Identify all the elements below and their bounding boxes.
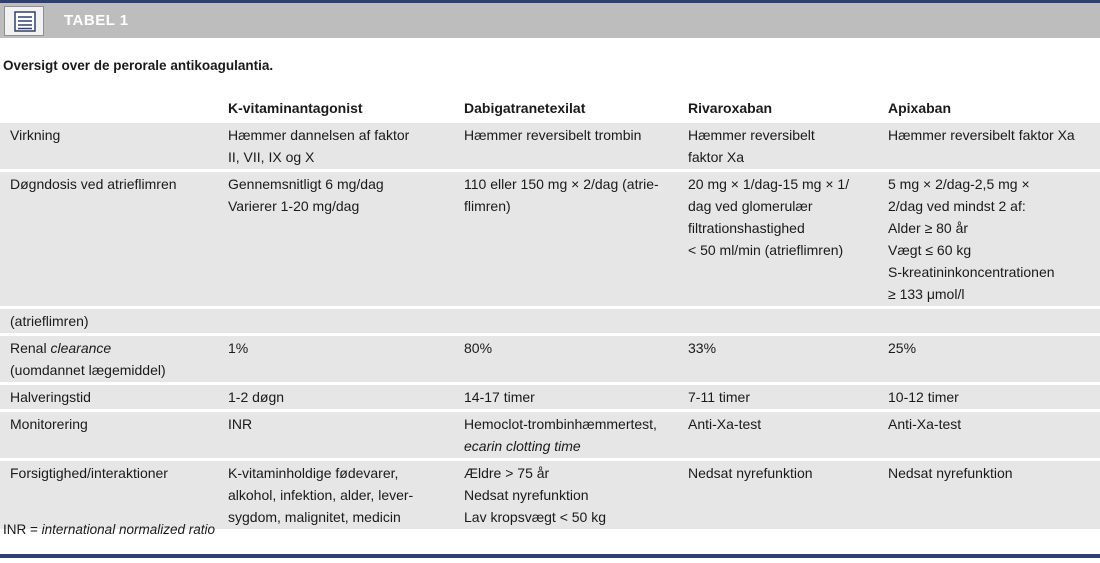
table-cell <box>228 309 464 333</box>
table-cell: INR <box>228 412 464 458</box>
column-header: K-vitaminantagonist <box>228 100 363 116</box>
footnote <box>3 522 215 537</box>
table-cell <box>888 309 1100 333</box>
row-label: Forsigtighed/interaktioner <box>0 461 228 529</box>
table-document-icon <box>4 6 44 36</box>
table-cell: Ældre > 75 år Nedsat nyrefunktion Lav kropsvægt < 50 kg <box>464 461 688 529</box>
table-cell: Nedsat nyrefunktion <box>688 461 888 529</box>
table-cell: 10-12 timer <box>888 385 1100 409</box>
anticoagulant-table <box>0 96 1100 529</box>
table-cell: 1-2 døgn <box>228 385 464 409</box>
table-cell: Hemoclot-trombinhæmmertest, ecarin clotting time <box>464 412 688 458</box>
table-row <box>0 461 1100 529</box>
table-cell: Hæmmer reversibelt faktor Xa <box>888 123 1100 169</box>
table-cell: Gennemsnitligt 6 mg/dag Varierer 1-20 mg/dag <box>228 172 464 306</box>
row-label: Døgndosis ved atrieflimren <box>0 172 228 306</box>
table-cell: 14-17 timer <box>464 385 688 409</box>
row-label: Virkning <box>0 123 228 169</box>
column-header: Rivaroxaban <box>688 100 773 116</box>
table-cell: Hæmmer reversibelt faktor Xa <box>688 123 888 169</box>
table-row <box>0 412 1100 458</box>
table-cell: Hæmmer reversibelt trombin <box>464 123 688 169</box>
table-cell: 80% <box>464 336 688 382</box>
table-cell: 20 mg × 1/dag-15 mg × 1/ dag ved glomerulær filtrationshastighed < 50 ml/min (atrieflimren) <box>688 172 888 306</box>
table-cell: 25% <box>888 336 1100 382</box>
table-row <box>0 123 1100 169</box>
table-header-row <box>0 96 1100 120</box>
table-cell: Hæmmer dannelsen af faktor II, VII, IX og X <box>228 123 464 169</box>
row-label: (atrieflimren) <box>0 309 228 333</box>
table-cell: Nedsat nyrefunktion <box>888 461 1100 529</box>
table-cell <box>688 309 888 333</box>
bottom-rule <box>0 554 1100 558</box>
table-cell <box>464 309 688 333</box>
table-row <box>0 385 1100 409</box>
table-row <box>0 336 1100 382</box>
table-row <box>0 309 1100 333</box>
row-label: Monitorering <box>0 412 228 458</box>
table-cell: 7-11 timer <box>688 385 888 409</box>
table-caption: Oversigt over de perorale antikoagulantia. <box>3 58 274 73</box>
table-cell: 110 eller 150 mg × 2/dag (atrie- flimren) <box>464 172 688 306</box>
table-cell: 5 mg × 2/dag-2,5 mg × 2/dag ved mindst 2 af: Alder ≥ 80 år Vægt ≤ 60 kg S-kreatininkoncentrationen ≥ 133 μmol/l <box>888 172 1100 306</box>
footnote-abbreviation: INR = <box>3 522 42 537</box>
table-header-bar <box>0 0 1100 38</box>
table-cell: Anti-Xa-test <box>888 412 1100 458</box>
table-cell: K-vitaminholdige fødevarer, alkohol, infektion, alder, lever- sygdom, malignitet, medicin <box>228 461 464 529</box>
row-label: Halveringstid <box>0 385 228 409</box>
table-title: TABEL 1 <box>64 12 129 29</box>
column-header: Dabigatranetexilat <box>464 100 586 116</box>
footnote-text: international normalized ratio <box>41 522 215 537</box>
table-cell: Anti-Xa-test <box>688 412 888 458</box>
table-cell: 1% <box>228 336 464 382</box>
row-label: Renal clearance (uomdannet lægemiddel) <box>0 336 228 382</box>
table-row <box>0 172 1100 306</box>
column-header: Apixaban <box>888 100 952 116</box>
column-header <box>0 96 228 120</box>
table-cell: 33% <box>688 336 888 382</box>
